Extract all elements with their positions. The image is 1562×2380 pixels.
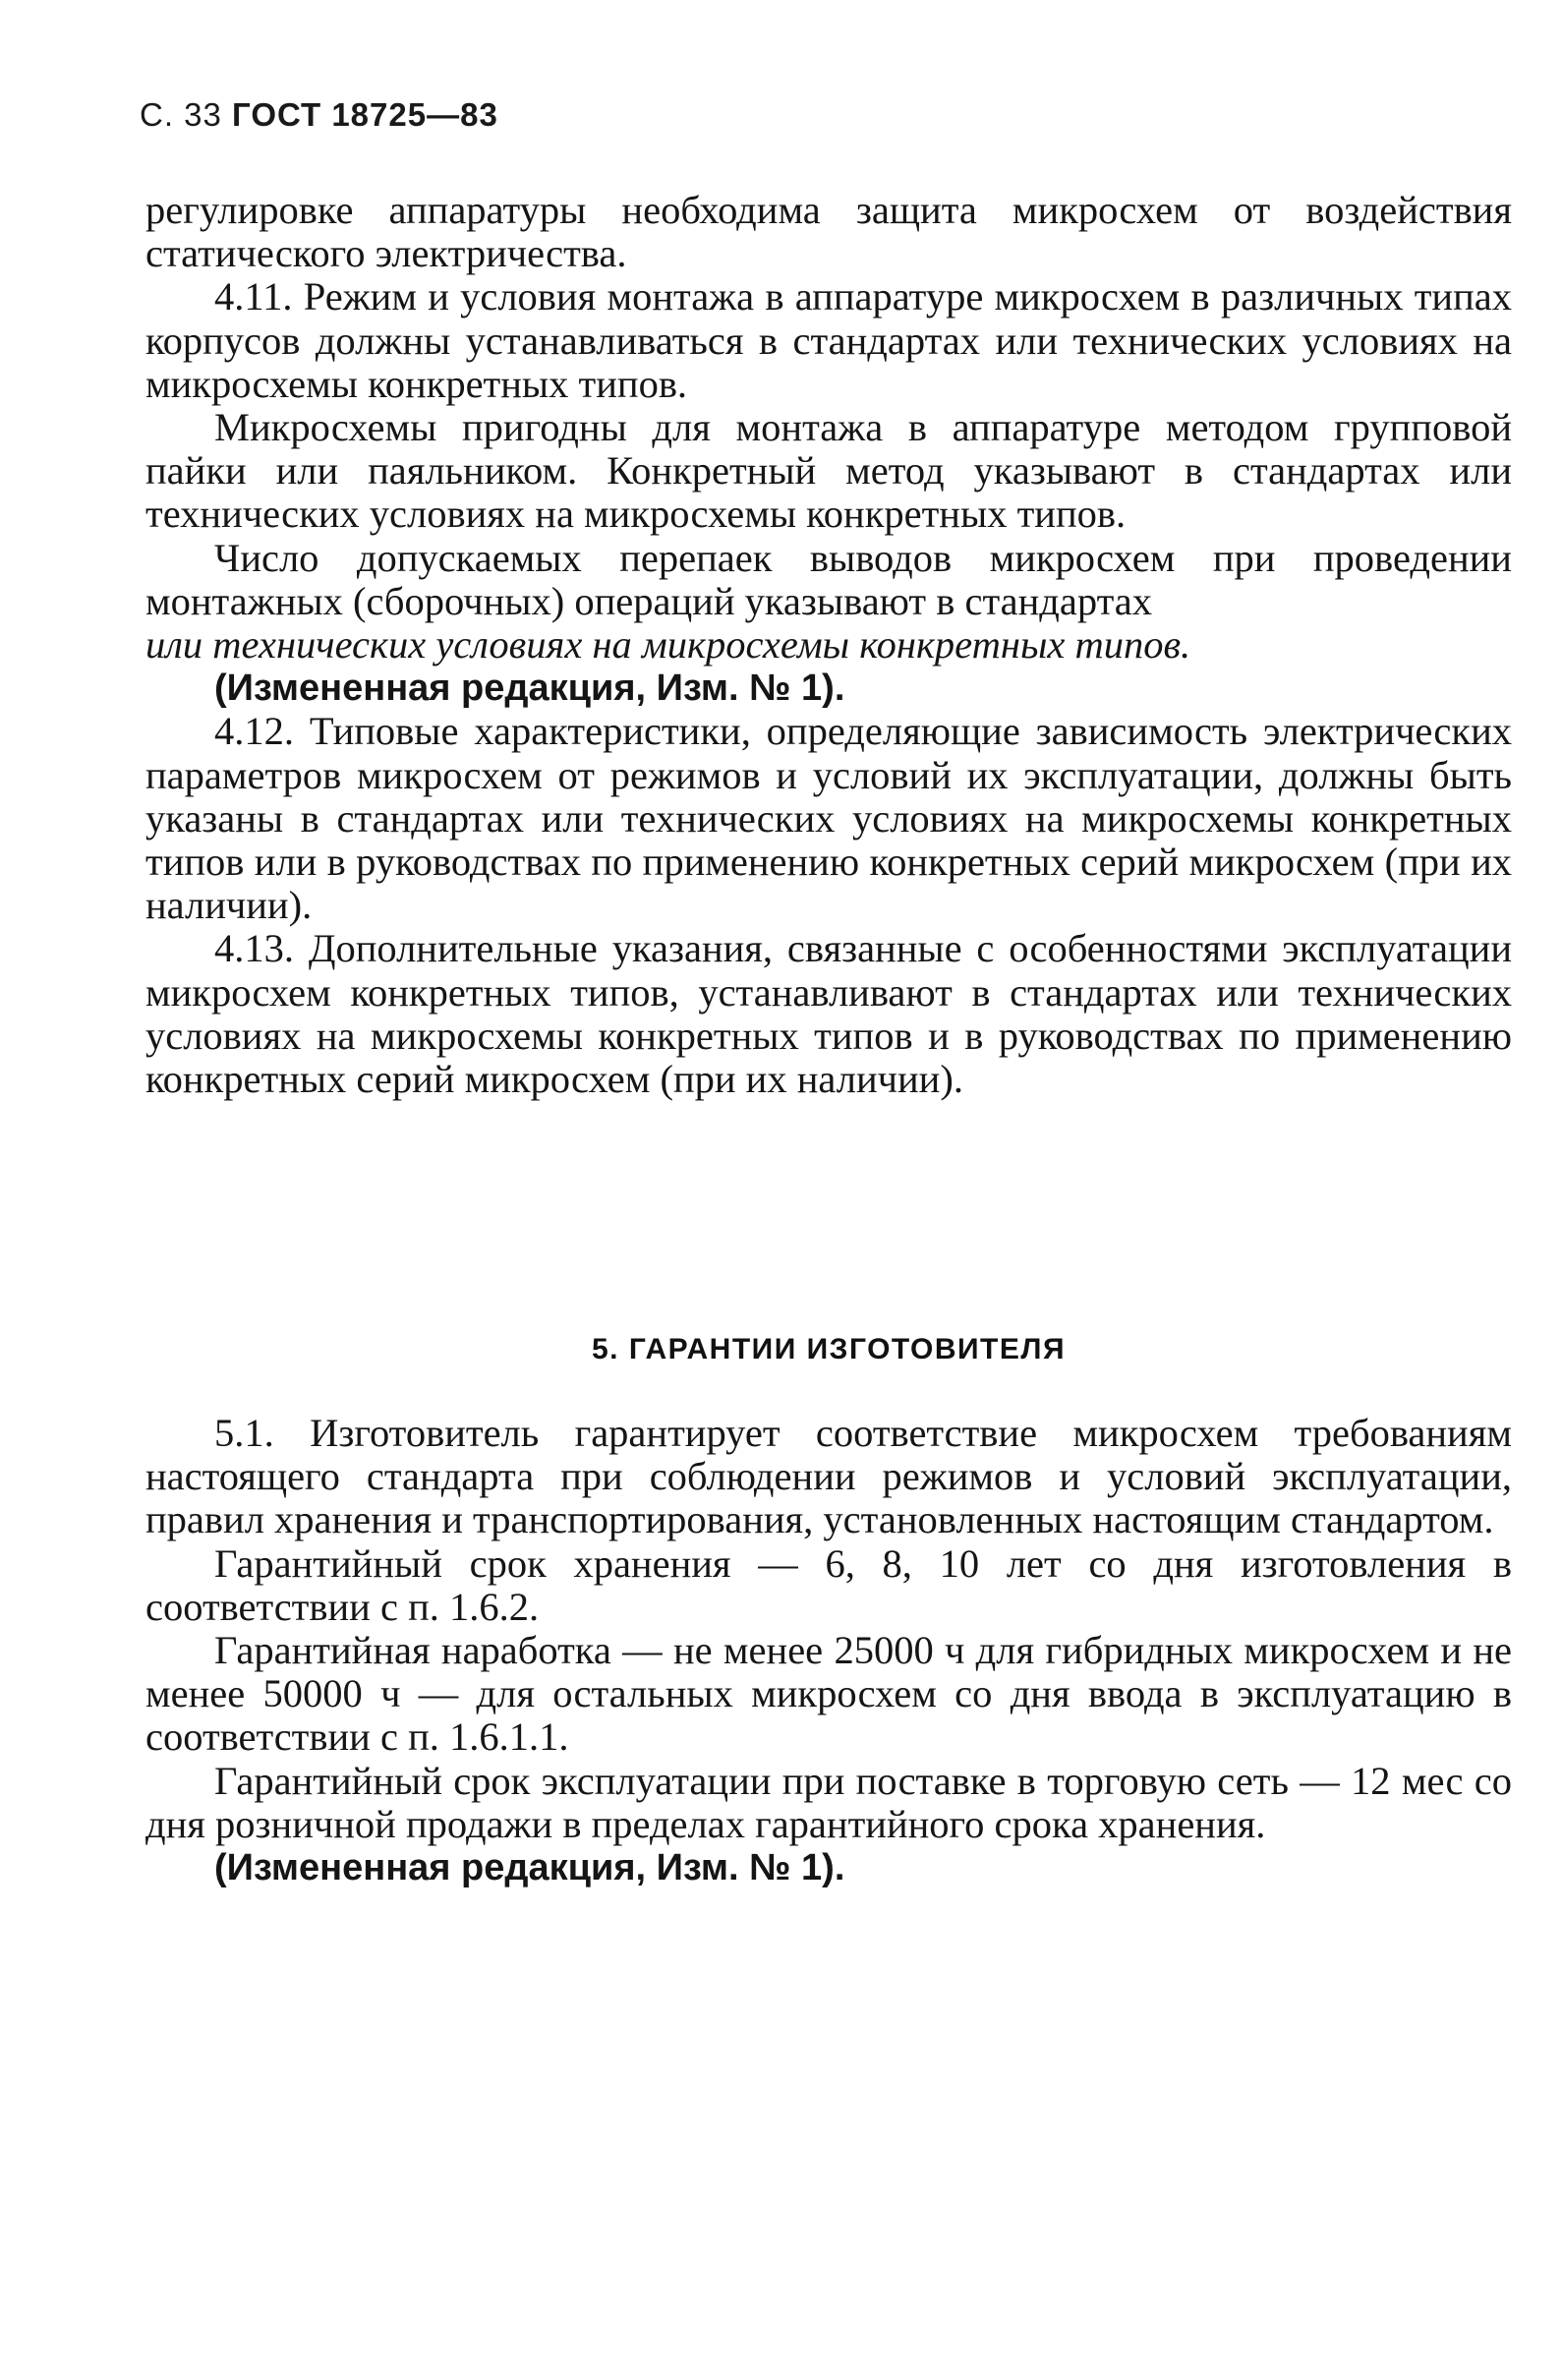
paragraph-4-11: 4.11. Режим и условия монтажа в аппаратуре микросхем в различных типах корпусов должны устанавливаться в стандартах или технических условиях на микросхемы конкретных типов. [145, 274, 1512, 406]
paragraph-resoldering: Число допускаемых перепаек выводов микросхем при проведении монтажных (сборочных) операций указывают в стандартах [145, 535, 1512, 623]
page-number: С. 33 [140, 96, 222, 133]
amendment-note: (Измененная редакция, Изм. № 1). [214, 668, 845, 710]
section-4-body [145, 189, 1512, 1101]
paragraph-4-13: 4.13. Дополнительные указания, связанные с особенностями эксплуатации микросхем конкретных типов, устанавливают в стандартах или технических условиях на микросхемы конкретных типов и в руководствах по применению конкретных серий микросхем (при их наличии). [145, 926, 1512, 1102]
standard-code: ГОСТ 18725—83 [232, 96, 498, 133]
page-header [140, 96, 498, 134]
amendment-note: (Измененная редакция, Изм. № 1). [214, 1847, 845, 1889]
paragraph-5-1: 5.1. Изготовитель гарантирует соответствие микросхем требованиям настоящего стандарта при соблюдении режимов и условий эксплуатации, правил хранения и транспортирования, установленных настоящим стандартом. [145, 1411, 1512, 1542]
paragraph-continued: регулировке аппаратуры необходима защита микросхем от воздействия статического электричества. [145, 188, 1512, 276]
paragraph-resoldering-italic: или технических условиях на микросхемы конкретных типов. [145, 622, 1191, 668]
paragraph-4-12: 4.12. Типовые характеристики, определяющие зависимость электрических параметров микросхем от режимов и условий их эксплуатации, должны быть указаны в стандартах или технических условиях на микросхемы конкретных типов или в руководствах по применению конкретных серий микросхем (при их наличии). [145, 709, 1512, 928]
paragraph-storage-warranty: Гарантийный срок хранения — 6, 8, 10 лет со дня изготовления в соответствии с п. 1.6.2. [145, 1540, 1512, 1629]
paragraph-mounting-method: Микросхемы пригодны для монтажа в аппаратуре методом групповой пайки или паяльником. Конкретный метод указывают в стандартах или технических условиях на микросхемы конкретных типов. [145, 405, 1512, 537]
section-heading: 5. ГАРАНТИИ ИЗГОТОВИТЕЛЯ [591, 1333, 1066, 1365]
paragraph-operating-hours: Гарантийная наработка — не менее 25000 ч для гибридных микросхем и не менее 50000 ч — для остальных микросхем со дня ввода в эксплуатацию в соответствии с п. 1.6.1.1. [145, 1628, 1512, 1760]
paragraph-retail-warranty: Гарантийный срок эксплуатации при поставке в торговую сеть — 12 мес со дня розничной продажи в пределах гарантийного срока хранения. [145, 1758, 1512, 1846]
section-5-body [145, 1412, 1512, 1889]
